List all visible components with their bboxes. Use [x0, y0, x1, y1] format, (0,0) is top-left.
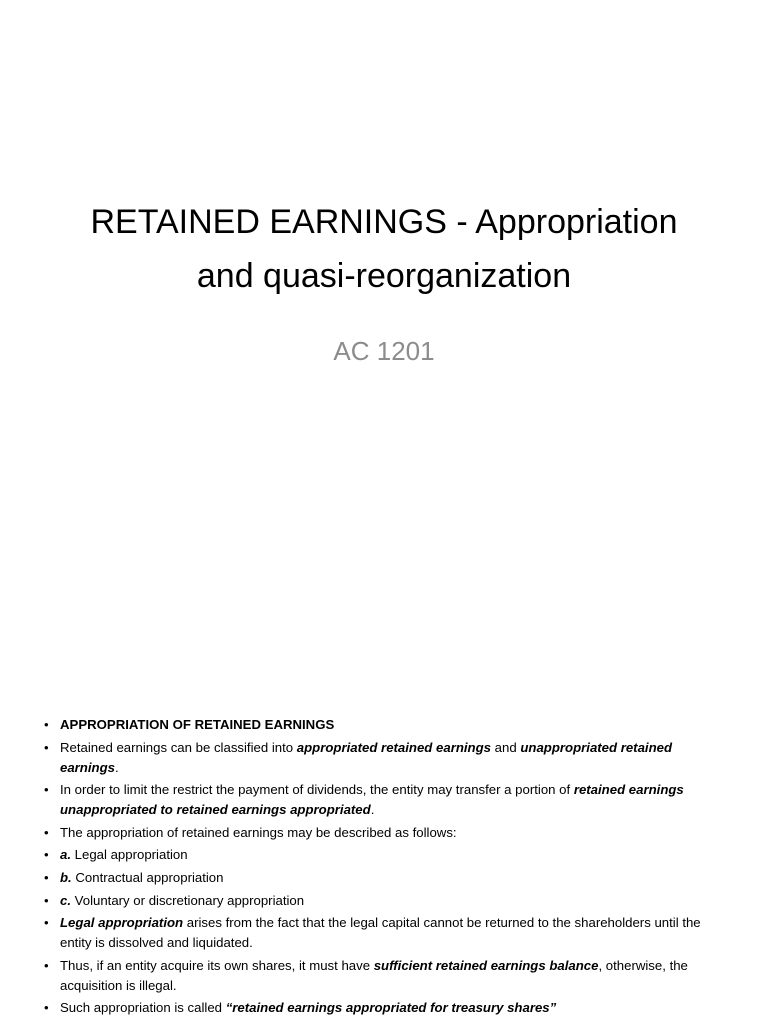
bullet-emphasis: appropriated retained earnings — [296, 739, 491, 755]
bullet-icon: • — [44, 782, 49, 798]
bullet-text: Voluntary or discretionary appropriation — [71, 892, 305, 908]
bullet-described — [44, 823, 734, 843]
bullet-text: Retained earnings can be classified into — [60, 739, 297, 755]
bullet-legal — [44, 913, 734, 953]
slide-title-line-1: RETAINED EARNINGS - Appropriation — [90, 203, 678, 241]
bullet-emphasis: retained earnings unappropriated to retained earnings appropriated — [60, 782, 684, 818]
bullet-letter: b. — [60, 869, 72, 885]
bullet-text: . — [370, 802, 375, 818]
bullet-emphasis: sufficient retained earnings balance — [373, 957, 599, 973]
bullet-heading-text: APPROPRIATION OF RETAINED EARNINGS — [60, 717, 335, 732]
bullet-text: The appropriation of retained earnings may be described as follows: — [60, 824, 457, 840]
bullet-text: . — [114, 759, 119, 775]
bullet-text: Contractual appropriation — [71, 869, 224, 885]
bullet-icon: • — [44, 957, 49, 973]
title-area — [0, 195, 768, 303]
bullet-item-a — [44, 845, 734, 865]
bullet-list — [44, 715, 734, 1021]
slide-subtitle: AC 1201 — [333, 336, 435, 366]
bullet-emphasis: “retained earnings appropriated for treasury shares” — [225, 1000, 557, 1016]
bullet-icon: • — [44, 739, 49, 755]
bullet-item-b — [44, 868, 734, 888]
bullet-icon: • — [44, 869, 49, 885]
slide-title — [0, 195, 768, 303]
bullet-item-c — [44, 891, 734, 911]
bullet-text: Legal appropriation — [71, 847, 188, 863]
bullet-text: Such appropriation is called — [60, 1000, 226, 1016]
bullet-heading — [44, 715, 734, 735]
bullet-icon: • — [44, 892, 49, 908]
bullet-emphasis: Legal appropriation — [60, 915, 184, 931]
bullet-text: In order to limit the restrict the payment of dividends, the entity may transfer a portion of — [60, 782, 574, 798]
bullet-such — [44, 998, 734, 1018]
bullet-restrict — [44, 780, 734, 820]
bullet-classified — [44, 738, 734, 778]
bullet-thus — [44, 956, 734, 996]
bullet-icon: • — [44, 915, 49, 931]
slide-title-line-2: and quasi-reorganization — [196, 257, 572, 295]
bullet-icon: • — [44, 1000, 49, 1016]
bullet-letter: a. — [60, 847, 71, 863]
bullet-icon: • — [44, 847, 49, 863]
bullet-emphasis: unappropriated retained earnings — [60, 739, 673, 775]
bullet-icon: • — [44, 717, 49, 732]
bullet-text: Thus, if an entity acquire its own shares, it must have — [60, 957, 374, 973]
bullet-icon: • — [44, 824, 49, 840]
bullet-letter: c. — [60, 892, 71, 908]
bullet-text: , otherwise, the acquisition is illegal. — [60, 957, 688, 993]
bullet-text: arises from the fact that the legal capital cannot be returned to the shareholders until the entity is dissolved and liquidated. — [60, 915, 701, 951]
bullet-text: and — [491, 739, 521, 755]
